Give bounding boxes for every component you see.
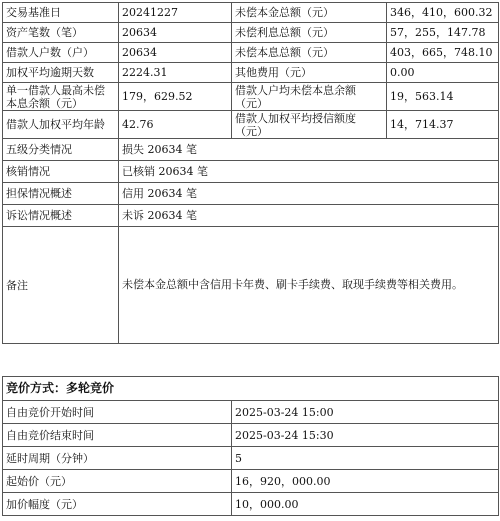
table-row bbox=[3, 161, 499, 183]
table-row bbox=[3, 3, 499, 23]
litigation-label: 诉讼情况概述 bbox=[3, 205, 119, 227]
avg-age-label: 借款人加权平均年龄 bbox=[3, 111, 119, 139]
remark-value: 未偿本金总额中含信用卡年费、刷卡手续费、取现手续费等相关费用。 bbox=[119, 227, 499, 344]
borrower-count-label: 借款人户数（户） bbox=[3, 43, 119, 63]
avg-balance-label: 借款人户均未偿本息余额（元） bbox=[232, 83, 387, 111]
table-row bbox=[3, 183, 499, 205]
avg-overdue-days-label: 加权平均逾期天数 bbox=[3, 63, 119, 83]
other-fees-value: 0.00 bbox=[387, 63, 499, 83]
remark-label: 备注 bbox=[3, 227, 119, 344]
table-row bbox=[3, 43, 499, 63]
table-row bbox=[3, 83, 499, 111]
asset-count-value: 20634 bbox=[119, 23, 232, 43]
table-row bbox=[3, 493, 499, 516]
bid-start-value: 2025-03-24 15:00 bbox=[232, 401, 499, 424]
auction-table bbox=[2, 376, 499, 516]
trade-date-label: 交易基准日 bbox=[3, 3, 119, 23]
start-price-label: 起始价（元） bbox=[3, 470, 232, 493]
unpaid-principal-value: 346，410，600.32 bbox=[387, 3, 499, 23]
classification-label: 五级分类情况 bbox=[3, 139, 119, 161]
unpaid-interest-value: 57，255，147.78 bbox=[387, 23, 499, 43]
other-fees-label: 其他费用（元） bbox=[232, 63, 387, 83]
table-row bbox=[3, 377, 499, 401]
bid-end-label: 自由竞价结束时间 bbox=[3, 424, 232, 447]
borrower-count-value: 20634 bbox=[119, 43, 232, 63]
delay-period-label: 延时周期（分钟） bbox=[3, 447, 232, 470]
avg-credit-limit-label: 借款人加权平均授信额度（元） bbox=[232, 111, 387, 139]
avg-credit-limit-value: 14，714.37 bbox=[387, 111, 499, 139]
unpaid-total-value: 403，665，748.10 bbox=[387, 43, 499, 63]
write-off-label: 核销情况 bbox=[3, 161, 119, 183]
table-row bbox=[3, 447, 499, 470]
unpaid-total-label: 未偿本息总额（元） bbox=[232, 43, 387, 63]
delay-period-value: 5 bbox=[232, 447, 499, 470]
avg-overdue-days-value: 2224.31 bbox=[119, 63, 232, 83]
unpaid-interest-label: 未偿利息总额（元） bbox=[232, 23, 387, 43]
table-row bbox=[3, 227, 499, 344]
litigation-value: 未诉 20634 笔 bbox=[119, 205, 499, 227]
increment-value: 10，000.00 bbox=[232, 493, 499, 516]
table-row bbox=[3, 23, 499, 43]
max-single-balance-value: 179，629.52 bbox=[119, 83, 232, 111]
table-row bbox=[3, 111, 499, 139]
max-single-balance-label: 单一借款人最高未偿本息余额（元） bbox=[3, 83, 119, 111]
table-row bbox=[3, 424, 499, 447]
increment-label: 加价幅度（元） bbox=[3, 493, 232, 516]
write-off-value: 已核销 20634 笔 bbox=[119, 161, 499, 183]
guarantee-value: 信用 20634 笔 bbox=[119, 183, 499, 205]
table-row bbox=[3, 205, 499, 227]
guarantee-label: 担保情况概述 bbox=[3, 183, 119, 205]
auction-method-title: 竞价方式：多轮竞价 bbox=[3, 377, 499, 401]
bid-start-label: 自由竞价开始时间 bbox=[3, 401, 232, 424]
avg-age-value: 42.76 bbox=[119, 111, 232, 139]
table-row bbox=[3, 139, 499, 161]
avg-balance-value: 19，563.14 bbox=[387, 83, 499, 111]
bid-end-value: 2025-03-24 15:30 bbox=[232, 424, 499, 447]
asset-count-label: 资产笔数（笔） bbox=[3, 23, 119, 43]
table-row bbox=[3, 470, 499, 493]
trade-date-value: 20241227 bbox=[119, 3, 232, 23]
asset-info-table bbox=[2, 2, 499, 344]
table-row bbox=[3, 401, 499, 424]
start-price-value: 16，920，000.00 bbox=[232, 470, 499, 493]
classification-value: 损失 20634 笔 bbox=[119, 139, 499, 161]
table-row bbox=[3, 63, 499, 83]
unpaid-principal-label: 未偿本金总额（元） bbox=[232, 3, 387, 23]
